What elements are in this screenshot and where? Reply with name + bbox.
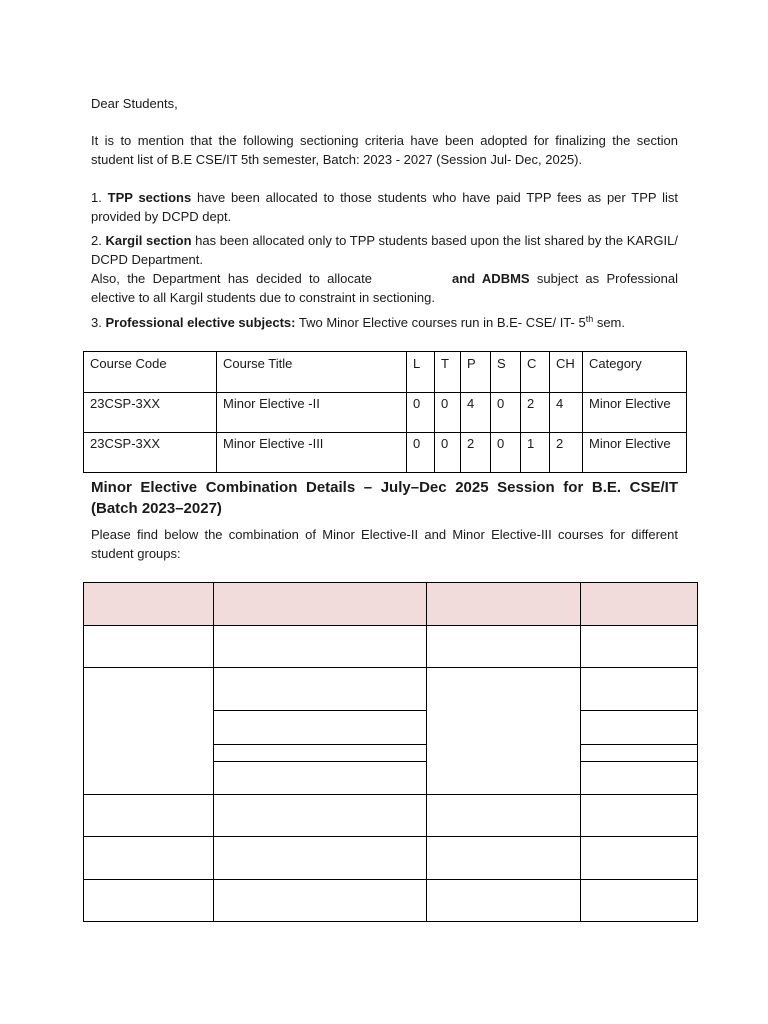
combination-table-header — [84, 583, 698, 626]
table-cell — [427, 795, 581, 837]
table-cell — [581, 795, 698, 837]
header-cell: Category — [583, 352, 687, 393]
table-cell — [427, 837, 581, 880]
point-3-text: Two Minor Elective courses run in B.E- CSE/ IT- 5 — [295, 315, 586, 330]
table-cell: 23CSP-3XX — [84, 433, 217, 473]
table-cell — [214, 880, 427, 922]
table-cell: 2 — [550, 433, 583, 473]
point-1-title: TPP sections — [107, 190, 192, 205]
table-cell — [214, 626, 427, 668]
table-row — [84, 433, 687, 473]
table-cell — [84, 795, 214, 837]
point-3 — [91, 313, 678, 332]
table-cell — [581, 668, 698, 711]
table-cell — [581, 762, 698, 795]
point-2-also-prefix: Also, the Department has decided to allocate — [91, 271, 372, 286]
table-cell — [581, 837, 698, 880]
header-cell: T — [435, 352, 461, 393]
course-table-header — [84, 352, 687, 393]
table-cell: Minor Elective — [583, 433, 687, 473]
point-2-text: has been allocated only to TPP students based upon the list shared by the KARGIL/ DCPD Department. — [91, 233, 678, 267]
table-cell: 0 — [407, 433, 435, 473]
table-cell — [214, 837, 427, 880]
table-cell: 2 — [521, 393, 550, 433]
header-cell: CH — [550, 352, 583, 393]
table-cell — [427, 668, 581, 795]
table-cell — [581, 626, 698, 668]
header-cell — [427, 583, 581, 626]
table-row — [84, 880, 698, 922]
header-cell — [214, 583, 427, 626]
header-cell: Course Code — [84, 352, 217, 393]
table-cell: 4 — [461, 393, 491, 433]
table-cell — [581, 711, 698, 745]
table-cell — [84, 837, 214, 880]
table-cell: 23CSP-3XX — [84, 393, 217, 433]
point-2-number: 2. — [91, 233, 102, 248]
combination-table — [83, 582, 698, 922]
table-cell — [427, 626, 581, 668]
table-cell: 1 — [521, 433, 550, 473]
table-row — [84, 626, 698, 668]
intro-paragraph: It is to mention that the following sectioning criteria have been adopted for finalizing the section student list of B.E CSE/IT 5th semester, Batch: 2023 - 2027 (Session Jul- Dec, 2025). — [91, 133, 678, 167]
table-cell: 0 — [435, 393, 461, 433]
header-cell: L — [407, 352, 435, 393]
table-cell: 4 — [550, 393, 583, 433]
table-row — [84, 795, 698, 837]
table-cell: 0 — [435, 433, 461, 473]
table-cell — [581, 745, 698, 762]
table-cell — [84, 668, 214, 795]
table-row — [84, 837, 698, 880]
table-cell — [214, 668, 427, 711]
header-cell: P — [461, 352, 491, 393]
table-cell: Minor Elective -II — [217, 393, 407, 433]
point-3-title: Professional elective subjects: — [105, 315, 296, 330]
combination-description: Please find below the combination of Minor Elective-II and Minor Elective-III courses for different student groups: — [91, 527, 678, 561]
header-cell — [581, 583, 698, 626]
salutation: Dear Students, — [91, 96, 178, 111]
table-cell: Minor Elective — [583, 393, 687, 433]
table-cell — [214, 762, 427, 795]
table-row — [84, 668, 698, 711]
combination-heading: Minor Elective Combination Details – July–Dec 2025 Session for B.E. CSE/IT (Batch 2023–2027) — [91, 479, 678, 517]
point-1-number: 1. — [91, 190, 102, 205]
table-cell — [214, 745, 427, 762]
header-cell — [84, 583, 214, 626]
table-cell — [214, 711, 427, 745]
table-cell — [581, 880, 698, 922]
point-1 — [91, 188, 678, 226]
header-cell: Course Title — [217, 352, 407, 393]
table-cell: 0 — [407, 393, 435, 433]
point-2-also-suffix: subject as Professional elective to all Kargil students due to constraint in sectioning. — [91, 271, 679, 305]
table-cell — [427, 880, 581, 922]
table-cell — [84, 626, 214, 668]
point-2-also-bold: and ADBMS — [451, 271, 530, 286]
course-table — [83, 351, 687, 473]
table-cell: 2 — [461, 433, 491, 473]
table-cell — [214, 795, 427, 837]
point-2 — [91, 231, 678, 307]
point-2-title: Kargil section — [105, 233, 192, 248]
point-1-text: have been allocated to those students who have paid TPP fees as per TPP list provided by DCPD dept. — [91, 190, 678, 224]
point-3-number: 3. — [91, 315, 102, 330]
point-3-superscript: th — [585, 314, 594, 324]
point-3-tail: sem. — [593, 315, 626, 330]
table-cell: 0 — [491, 433, 521, 473]
header-cell: C — [521, 352, 550, 393]
table-cell: 0 — [491, 393, 521, 433]
table-cell — [84, 880, 214, 922]
table-row — [84, 393, 687, 433]
header-cell: S — [491, 352, 521, 393]
table-cell: Minor Elective -III — [217, 433, 407, 473]
